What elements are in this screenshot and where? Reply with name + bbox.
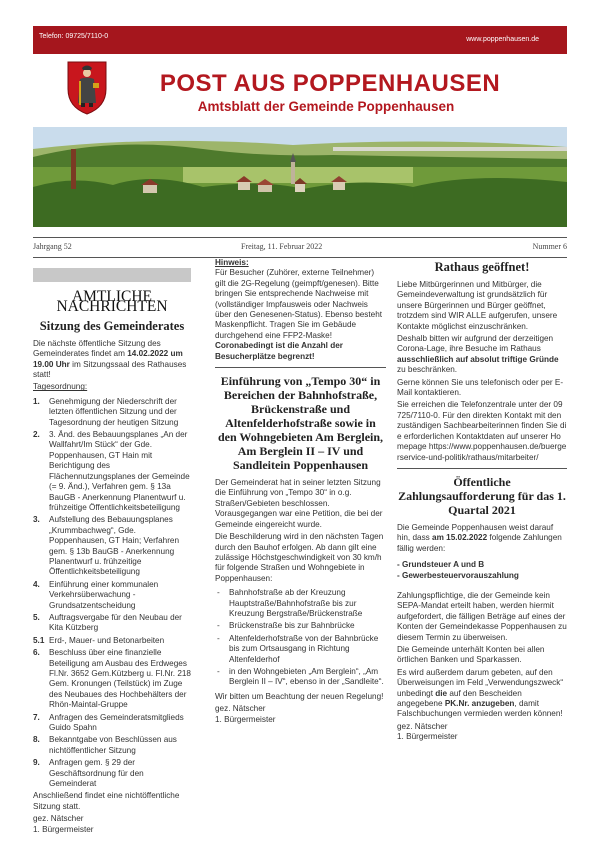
issue-number: Nummer 6 (532, 242, 567, 251)
header-phone: Telefon: 09725/7110-0 (39, 33, 109, 40)
list-item: - Brückenstraße bis zur Bahnbrücke (215, 621, 386, 631)
town-hall-paragraph-3: Gerne können Sie uns telefonisch oder per E-Mail kontaktieren. (397, 377, 564, 398)
signature-name: gez. Nätscher (397, 721, 448, 731)
list-item: 4. Einführung einer kommunalen Verkehrsüberwachung - Grundsatzentscheidung (33, 579, 159, 610)
list-item: 3. Aufstellung des Bebauungsplanes „Krummbachweg“, Gde. Poppenhausen, GT Hain; Verfahren gem. § 13b BauGB - Anerkennung Planentwurf u. frühzeitige Öffentlichkeitsbeteiligung (33, 515, 180, 577)
list-item: - Bahnhofstraße ab der Kreuzung Hauptstraße/Bahnhofstraße bis zur Kreuzung Bergstraße/Brückenstraße (215, 588, 386, 619)
divider (215, 367, 386, 368)
tempo30-closing: Wir bitten um Beachtung der neuen Regelung! (215, 691, 384, 701)
meeting-intro: Die nächste öffentliche Sitzung des Gemeinderates findet am 14.02.2022 um 19.00 Uhr im Sitzungssaal des Rathauses statt! (33, 338, 187, 380)
payment-paragraph-1: Die Gemeinde Poppenhausen weist darauf hin, dass am 15.02.2022 folgende Zahlungen fällig werden: (397, 522, 562, 553)
column-town-hall (397, 258, 567, 743)
closing-note: Anschließend findet eine nichtöffentliche Sitzung statt. (33, 791, 180, 811)
agenda-label: Tagesordnung: (33, 382, 88, 392)
masthead-subtitle: Amtsblatt der Gemeinde Poppenhausen (197, 99, 455, 114)
village-landscape-photo (33, 127, 567, 227)
dues-list (397, 560, 567, 581)
signature-title: 1. Bürgermeister (215, 714, 276, 724)
list-item: - in den Wohngebieten „Am Berglein“, „Am Berglein II – IV“, ebenso in der „Sandleite“. (215, 667, 386, 688)
issue-info-bar (33, 237, 567, 258)
signature-name: gez. Nätscher (33, 814, 84, 824)
tempo30-paragraph-1: Der Gemeinderat hat in seiner letzten Sitzung die Einführung von „Tempo 30“ in o.g. Straßen/Gebieten beschlossen. Vorausgegangen war eine Petition, die bei der Gemeinde eingereicht wurde. (215, 478, 383, 529)
header-website[interactable]: www.poppenhausen.de (466, 36, 539, 43)
list-item: 5.1 Erd-, Mauer- und Betonarbeiten (33, 635, 165, 645)
payment-paragraph-4: Es wird außerdem darum gebeten, auf den Überweisungen im Feld „Verwendungszweck“ unbedingt die auf den Bescheiden angegebene PK.Nr. anzugeben, damit Falschbuchungen vermieden werden können! (397, 667, 564, 719)
column-official-news (33, 268, 191, 835)
payment-paragraph-3: Die Gemeinde unterhält Konten bei allen örtlichen Banken und Sparkassen. (397, 644, 545, 665)
issue-date: Freitag, 11. Februar 2022 (241, 242, 323, 251)
hint-bold: Coronabedingt ist die Anzahl der Besucherplätze begrenzt! (215, 341, 343, 361)
hint-text: Für Besucher (Zuhörer, externe Teilnehmer) gilt die 2G-Regelung (geimpft/genesen). Bitte bringen Sie entsprechende Nachweise mit (vollständiger Impfausweis oder Nachweis über den Genesenen-Status). Ebenso besteht Maskenpflicht. Tragen Sie im Gebäude durchgehend eine FFP2-Maske! (215, 268, 383, 340)
list-item: 2. 3. Änd. des Bebauungsplanes „An der Wallfahrt/Im Stück“ der Gde. Poppenhausen, GT Hain mit Berichtigung des Flächennutzungsplanes der Gemeinde (= 9. Änd.), Verfahren gem. § 13a BauGB - Anerkennung Planentwurf u. frühzeitige Öffentlichkeitsbeteiligung (33, 430, 190, 512)
payment-heading: Öffentliche Zahlungsaufforderung für das 1. Quartal 2021 (398, 474, 566, 517)
tempo30-heading: Einführung von „Tempo 30“ in Bereichen der Bahnhofstraße, Brückenstraße und Altenfelderhofstraße sowie in den Wohngebieten Am Berglein, Am Berglein II – IV und Sandleitein Poppenhausen (217, 374, 384, 473)
column-tempo30 (215, 258, 386, 725)
street-list (215, 588, 386, 688)
section-bar (33, 268, 191, 282)
list-item: 1. Genehmigung der Niederschrift der letzten öffentlichen Sitzung und der Tagesordnung der heutigen Sitzung (33, 396, 179, 427)
list-item: 7. Anfragen des Gemeinderatsmitglieds Guido Spahn (33, 712, 184, 733)
council-meeting-heading: Sitzung des Gemeinderates (39, 318, 185, 333)
list-item: - Altenfelderhofstraße von der Bahnbrücke bis zum Ortsausgang in Richtung Altenfelderhof (215, 634, 386, 665)
town-hall-paragraph-4: Sie erreichen die Telefonzentrale unter der 09725/7110-0. Für den direkten Kontakt mit den zuständigen Sachbearbeiterinnen finden Sie die erforderlichen Kontaktdaten auf unserer Homepage https://www.poppenhausen.de/buergerservice-und-politik/rathaus/mitarbeiter/ (397, 400, 567, 462)
hint-label: Hinweis: (215, 258, 249, 267)
list-item: - Grundsteuer A und B (397, 560, 485, 570)
issue-volume: Jahrgang 52 (33, 242, 72, 251)
divider (397, 468, 567, 469)
header-bar (33, 26, 567, 54)
list-item: 6. Beschluss über eine finanzielle Beteiligung am Ausbau des Erdweges Fl.Nr. 3652 Gem.Kützberg u. Fl.Nr. 218 Gem. Kronungen (Teilstück) im Zuge des Neubaues des Hochbehälters der Rhön-Maintal-Gruppe (33, 648, 191, 710)
masthead-title: POST AUS POPPENHAUSEN (159, 70, 501, 97)
payment-paragraph-2: Zahlungspflichtige, die der Gemeinde kein SEPA-Mandat erteilt haben, werden hiermit aufgefordert, die fälligen Beträge auf eines der Konten der Gemeindekasse Poppenhausen zu diesem Termin zu überweisen. (397, 590, 567, 642)
list-item: 5. Auftragsvergabe für den Neubau der Kita Kützberg (33, 612, 182, 633)
list-item: - Gewerbesteuervorauszahlung (397, 570, 519, 580)
town-hall-paragraph-2: Deshalb bitten wir aufgrund der derzeitigen Corona-Lage, ihre Besuche im Rathaus ausschließlich auf absolut triftige Gründe zu beschränken. (397, 334, 559, 375)
signature-title: 1. Bürgermeister (33, 824, 94, 834)
town-hall-heading: Rathaus geöffnet! (434, 260, 530, 274)
signature-name: gez. Nätscher (215, 704, 266, 714)
list-item: 9. Anfragen gem. § 29 der Geschäftsordnung für den Gemeinderat (33, 758, 144, 789)
section-title: AMTLICHE NACHRICHTEN (56, 288, 168, 316)
list-item: 8. Bekanntgabe von Beschlüssen aus nichtöffentlicher Sitzung (33, 735, 177, 755)
tempo30-paragraph-2: Die Beschilderung wird in den nächsten Tagen durch den Bauhof erfolgen. Ab dann gilt eine zulässige Höchstgeschwindigkeit von 30 km/h für folgende Straßen und Wohngebiete in Poppenhausen: (215, 532, 384, 583)
signature-title: 1. Bürgermeister (397, 732, 458, 742)
agenda-list (33, 397, 191, 790)
town-hall-paragraph-1: Liebe Mitbürgerinnen und Mitbürger, die Gemeindeverwaltung ist grundsätzlich für unsere Bürgerinnen und Bürger geöffnet, trotzdem sind WIR ALLE aufgerufen, unsere Kontakte möglichst einzuschränken. (397, 280, 558, 331)
